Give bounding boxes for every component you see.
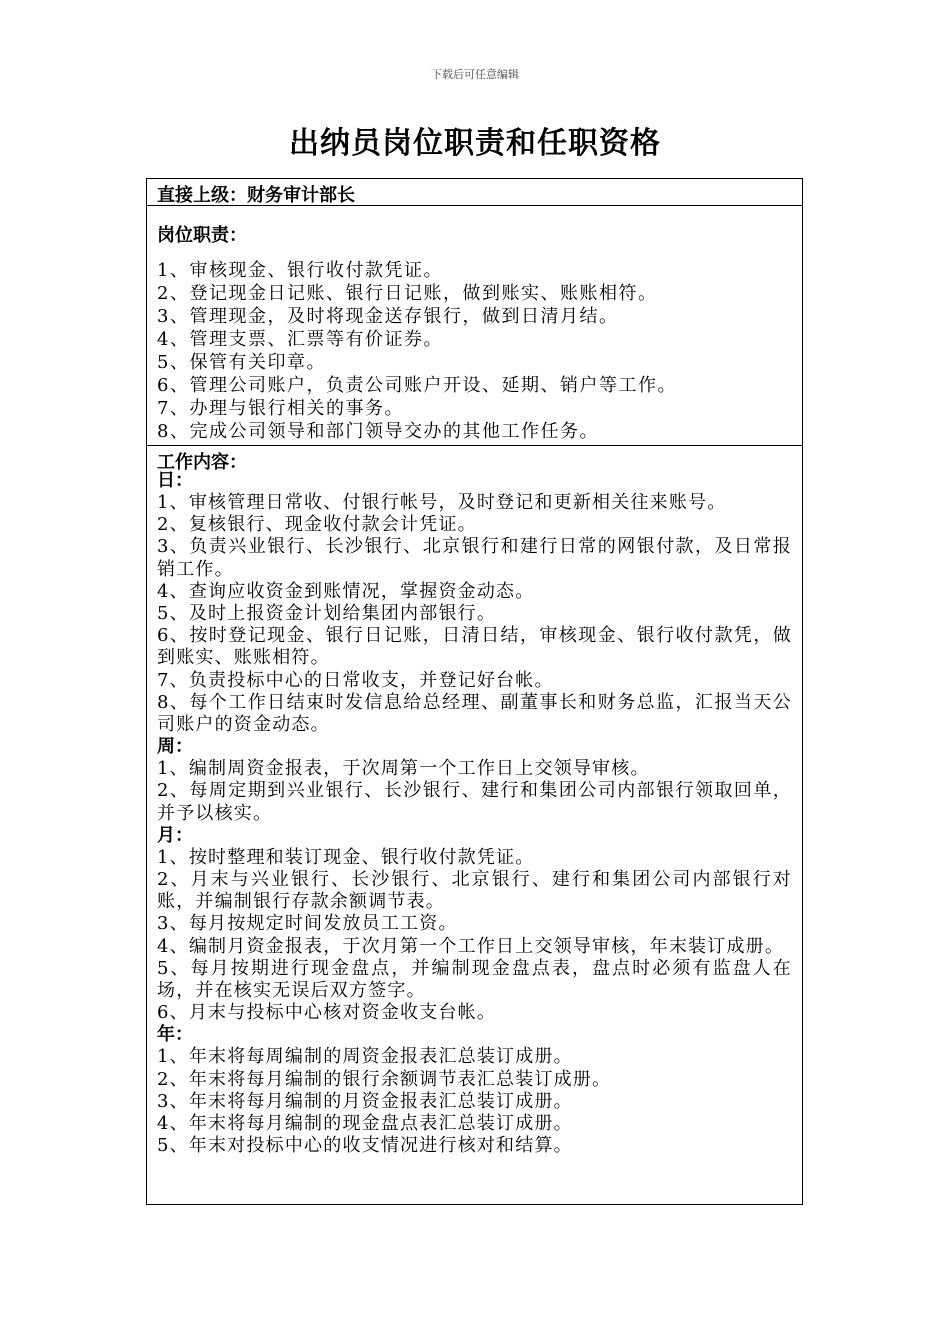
work-item: 1、年末将每周编制的周资金报表汇总装订成册。 — [157, 1046, 573, 1068]
work-section-label: 周： — [157, 736, 193, 758]
work-item: 4、年末将每月编制的现金盘点表汇总装订成册。 — [157, 1113, 573, 1135]
work-item: 2、月末与兴业银行、长沙银行、北京银行、建行和集团公司内部银行对账，并编制银行存款余额调节表。 — [157, 869, 792, 913]
work-item: 3、年末将每月编制的月资金报表汇总装订成册。 — [157, 1090, 573, 1112]
work-heading: 工作内容： — [157, 452, 247, 473]
work-item: 2、年末将每月编制的银行余额调节表汇总装订成册。 — [157, 1068, 612, 1090]
work-item: 5、每月按期进行现金盘点，并编制现金盘点表，盘点时必须有监盘人在场，并在核实无误后双方签字。 — [157, 957, 792, 1002]
work-item: 4、编制月资金报表，于次月第一个工作日上交领导审核，年末装订成册。 — [157, 935, 785, 957]
work-item: 2、每周定期到兴业银行、长沙银行、建行和集团公司内部银行领取回单，并予以核实。 — [157, 780, 792, 824]
work-item: 5、年末对投标中心的收支情况进行核对和结算。 — [157, 1135, 573, 1157]
duties-list — [157, 259, 792, 443]
duty-item: 3、管理现金，及时将现金送存银行，做到日清月结。 — [157, 306, 619, 327]
work-item: 3、每月按规定时间发放员工工资。 — [157, 913, 458, 935]
duties-heading: 岗位职责： — [157, 225, 247, 246]
row-divider — [147, 205, 802, 206]
work-item: 7、负责投标中心的日常收支，并登记好台帐。 — [157, 669, 554, 691]
work-item: 6、按时登记现金、银行日记账，日清日结，审核现金、银行收付款凭，做到账实、账账相符。 — [157, 625, 792, 669]
work-section-label: 日： — [157, 470, 193, 491]
work-item: 6、月末与投标中心核对资金收支台帐。 — [157, 1002, 497, 1024]
work-section-label: 月： — [157, 824, 193, 846]
work-item: 3、负责兴业银行、长沙银行、北京银行和建行日常的网银付款，及日常报销工作。 — [157, 536, 792, 580]
duty-item: 8、完成公司领导和部门领导交办的其他工作任务。 — [157, 421, 599, 442]
work-item: 1、按时整理和装订现金、银行收付款凭证。 — [157, 846, 535, 868]
page-title: 出纳员岗位职责和任职资格 — [289, 126, 661, 161]
duty-table — [146, 178, 803, 1205]
duty-item: 7、办理与银行相关的事务。 — [157, 398, 404, 419]
work-item: 8、每个工作日结束时发信息给总经理、副董事长和财务总监，汇报当天公司账户的资金动态。 — [157, 691, 792, 736]
work-section-label: 年： — [157, 1024, 193, 1046]
work-item: 1、编制周资金报表，于次周第一个工作日上交领导审核。 — [157, 758, 650, 780]
duty-item: 1、审核现金、银行收付款凭证。 — [157, 260, 443, 281]
duty-item: 2、登记现金日记账、银行日记账，做到账实、账账相符。 — [157, 283, 658, 304]
row-divider — [147, 445, 802, 446]
work-list — [157, 470, 792, 1157]
work-item: 5、及时上报资金计划给集团内部银行。 — [157, 603, 497, 625]
work-item: 2、复核银行、现金收付款会计凭证。 — [157, 514, 477, 536]
work-item: 4、查询应收资金到账情况，掌握资金动态。 — [157, 580, 535, 602]
duty-item: 5、保管有关印章。 — [157, 352, 326, 373]
supervisor-cell: 直接上级：财务审计部长 — [157, 185, 355, 206]
work-item: 1、审核管理日常收、付银行帐号，及时登记和更新相关往来账号。 — [157, 492, 727, 513]
duty-item: 4、管理支票、汇票等有价证券。 — [157, 329, 443, 350]
header-note: 下载后可任意编辑 — [431, 68, 519, 81]
duty-item: 6、管理公司账户，负责公司账户开设、延期、销户等工作。 — [157, 375, 677, 396]
